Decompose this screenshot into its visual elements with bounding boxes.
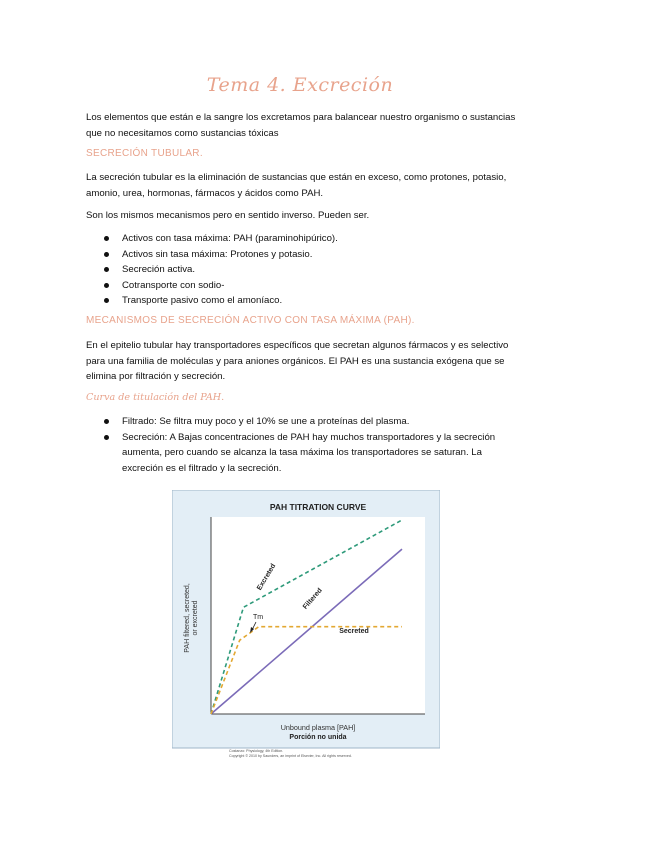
- list-item: Activos con tasa máxima: PAH (paraminohipúrico).: [86, 231, 516, 247]
- bullet-icon: [104, 267, 109, 272]
- mecanismos-bullet-list: [86, 414, 516, 476]
- list-item: Activos sin tasa máxima: Protones y potasio.: [86, 247, 516, 263]
- page-title: Tema 4. Excreción: [206, 74, 394, 96]
- list-item: Secreción activa.: [86, 262, 516, 278]
- list-item: Filtrado: Se filtra muy poco y el 10% se une a proteínas del plasma.: [86, 414, 516, 430]
- series-label-excreted: Excreted: [256, 562, 278, 592]
- bullet-icon: [104, 236, 109, 241]
- bullet-icon: [104, 298, 109, 303]
- list-item: Cotransporte con sodio-: [86, 278, 516, 294]
- secrecion-bullet-list: [86, 231, 516, 309]
- series-label-filtered: Filtered: [301, 587, 324, 611]
- x-axis-label-es: Porción no unida: [289, 734, 347, 741]
- bullet-icon: [104, 252, 109, 257]
- section-heading-secrecion: SECRECIÓN TUBULAR.: [86, 148, 203, 159]
- plot-area: [211, 517, 425, 714]
- bullet-icon: [104, 419, 109, 424]
- y-axis-label: PAH filtered, secreted,or excreted: [184, 583, 199, 653]
- subsection-heading-curva: Curva de titulación del PAH.: [86, 392, 225, 403]
- list-item: Transporte pasivo como el amoníaco.: [86, 293, 516, 309]
- tm-annotation: Tm: [253, 614, 264, 621]
- figure-caption: Costanzo: Physiology, 4th Edition. Copyright © 2010 by Saunders, an imprint of Elsevier, Inc. All rights reserved.: [229, 749, 352, 758]
- x-axis-label: Unbound plasma [PAH]: [280, 723, 356, 732]
- secrecion-paragraph-2: Son los mismos mecanismos pero en sentido inverso. Pueden ser.: [86, 210, 370, 221]
- mecanismos-paragraph: En el epitelio tubular hay transportadores específicos que secretan algunos fármacos y es selectivo para una familia de moléculas y para aniones orgánicos. El PAH es una sustancia exógena que se elimina por filtración y secreción.: [86, 340, 509, 382]
- intro-paragraph: Los elementos que están e la sangre los excretamos para balancear nuestro organismo o sustancias que no necesitamos como sustancias tóxicas: [86, 112, 516, 139]
- section-heading-mecanismos: MECANISMOS DE SECRECIÓN ACTIVO CON TASA MÁXIMA (PAH).: [86, 315, 415, 326]
- pah-titration-figure: [172, 490, 440, 762]
- list-item: Secreción: A Bajas concentraciones de PAH hay muchos transportadores y la secreción aumenta, pero cuando se alcanza la tasa máxima los transportadores se saturan. La excreción es el filtrado y la secreción.: [86, 430, 516, 477]
- series-label-secreted: Secreted: [339, 628, 369, 635]
- secrecion-paragraph: La secreción tubular es la eliminación de sustancias que están en exceso, como protones, potasio, amonio, urea, hormonas, fármacos y ácidos como PAH.: [86, 172, 507, 199]
- bullet-icon: [104, 283, 109, 288]
- chart-title: PAH TITRATION CURVE: [269, 502, 367, 512]
- bullet-icon: [104, 435, 109, 440]
